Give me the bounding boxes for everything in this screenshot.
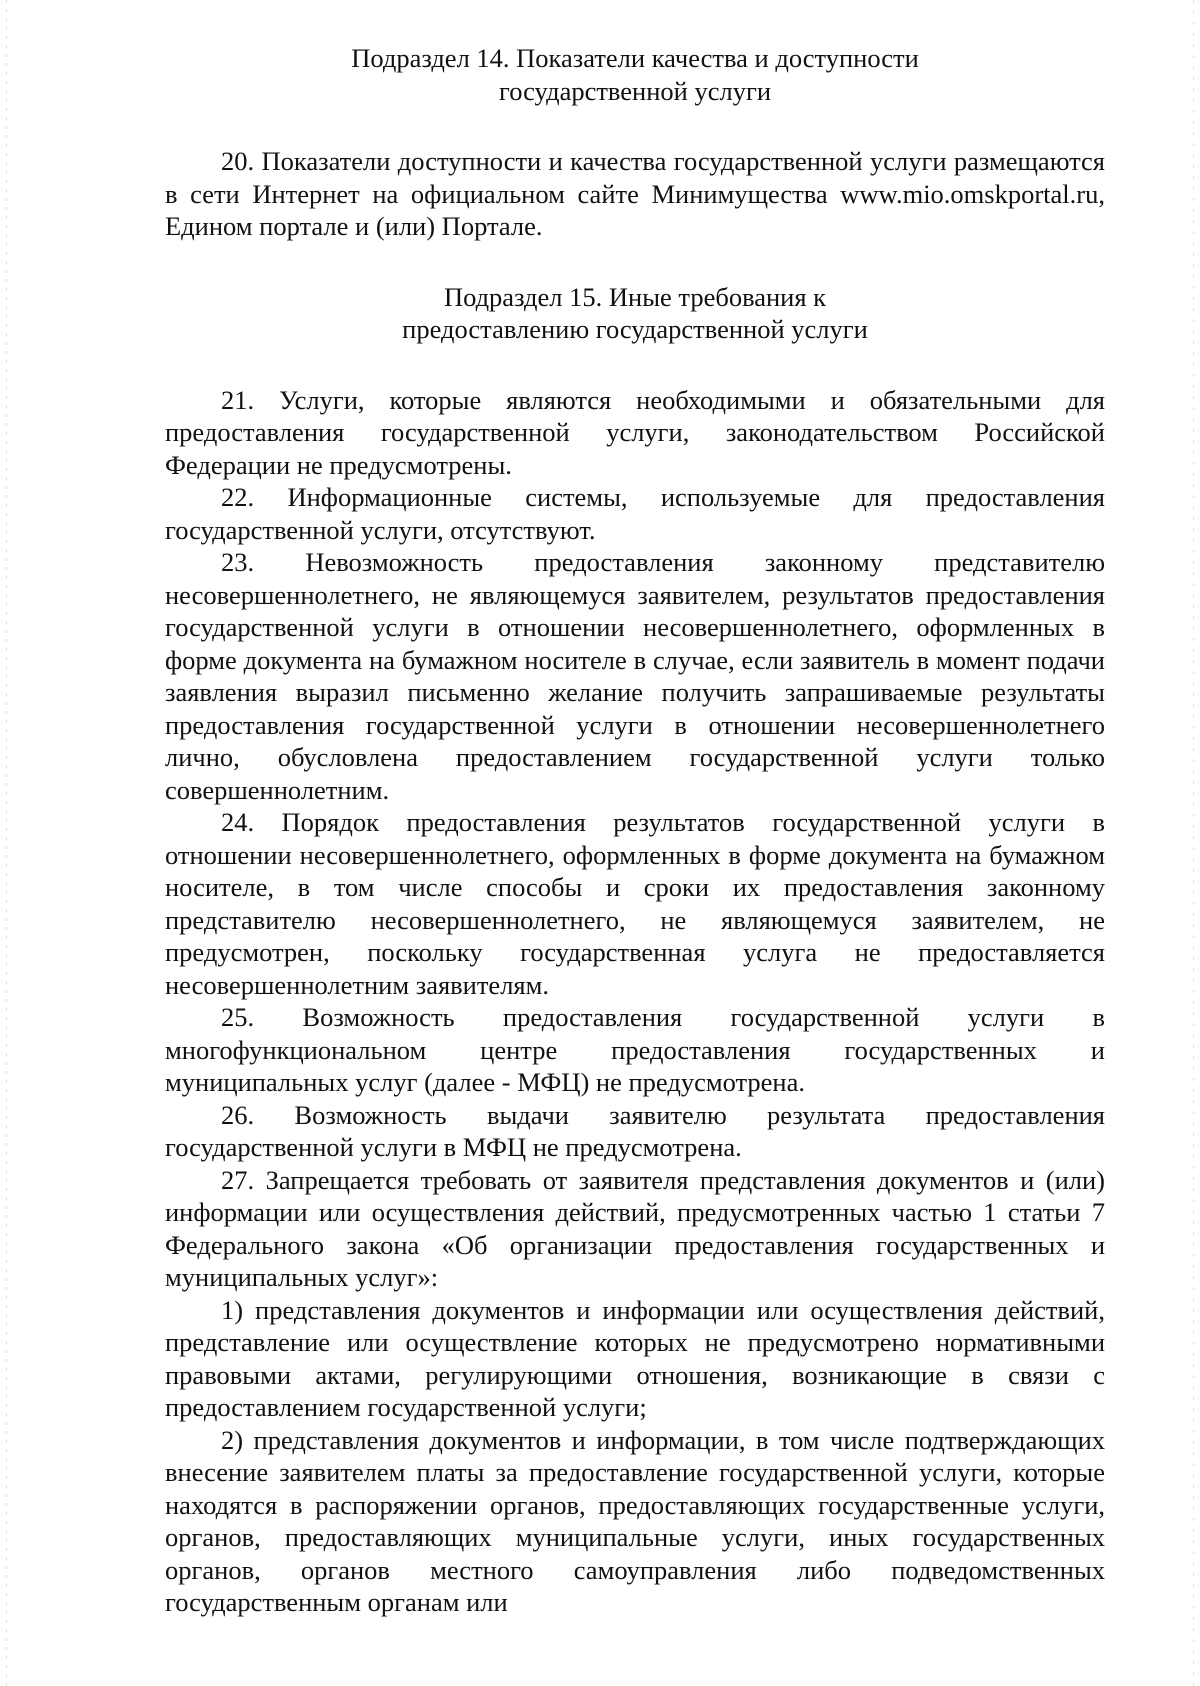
- section-15-heading-line1: Подраздел 15. Иные требования к: [443, 281, 827, 312]
- paragraph-22: 22. Информационные системы, используемые для предоставления государственной услуги, отсутствуют.: [165, 482, 1105, 545]
- spacer: [165, 243, 1105, 281]
- spacer: [165, 107, 1105, 145]
- paragraph-20: 20. Показатели доступности и качества государственной услуги размещаются в сети Интернет на официальном сайте Минимущества www.mio.omskportal.ru, Едином портале и (или) Портале.: [165, 146, 1105, 241]
- scan-edge-left: [6, 0, 7, 1686]
- paragraph-26: 26. Возможность выдачи заявителю результата предоставления государственной услуги в МФЦ не предусмотрена.: [165, 1099, 1105, 1162]
- section-14-heading: [165, 42, 1105, 107]
- paragraph-24: 24. Порядок предоставления результатов государственной услуги в отношении несовершеннолетнего, оформленных в форме документа на бумажном носителе, в том числе способы и сроки их предоставления законному представителю несовершеннолетнего, не являющемуся заявителем, не предусмотрен, поскольку государственная услуга не предоставляется несовершеннолетним заявителям.: [165, 807, 1105, 1000]
- document-body: [165, 42, 1105, 1619]
- paragraph-27: 27. Запрещается требовать от заявителя представления документов и (или) информации или осуществления действий, предусмотренных частью 1 статьи 7 Федерального закона «Об организации предоставления государственных и муниципальных услуг»:: [165, 1164, 1105, 1292]
- list-item-2: 2) представления документов и информации, в том числе подтверждающих внесение заявителем платы за предоставление государственной услуги, которые находятся в распоряжении органов, предоставляющих государственные услуги, органов, предоставляющих муниципальные услуги, иных государственных органов, органов местного самоуправления либо подведомственных государственным органам или: [165, 1424, 1105, 1617]
- section-15-heading-line2: предоставлению государственной услуги: [402, 314, 868, 344]
- section-14-heading-line1: Подраздел 14. Показатели качества и доступности: [351, 43, 919, 73]
- scan-edge-right: [1193, 0, 1194, 1686]
- section-14-heading-line2: государственной услуги: [498, 75, 772, 106]
- spacer: [165, 346, 1105, 384]
- paragraph-21: 21. Услуги, которые являются необходимыми и обязательными для предоставления государственной услуги, законодательством Российской Федерации не предусмотрены.: [165, 384, 1105, 480]
- paragraph-23: 23. Невозможность предоставления законному представителю несовершеннолетнего, не являющемуся заявителем, результатов предоставления государственной услуги в отношении несовершеннолетнего, оформленных в форме документа на бумажном носителе в случае, если заявитель в момент подачи заявления выразил письменно желание получить запрашиваемые результаты предоставления государственной услуги в отношении несовершеннолетнего лично, обусловлена предоставлением государственной услуги только совершеннолетним.: [165, 547, 1105, 805]
- paragraph-25: 25. Возможность предоставления государственной услуги в многофункциональном центре предоставления государственных и муниципальных услуг (далее - МФЦ) не предусмотрена.: [165, 1002, 1105, 1097]
- section-15-heading: [165, 281, 1105, 346]
- list-item-1: 1) представления документов и информации или осуществления действий, представление или осуществление которых не предусмотрено нормативными правовыми актами, регулирующими отношения, возникающие в связи с предоставлением государственной услуги;: [165, 1294, 1105, 1422]
